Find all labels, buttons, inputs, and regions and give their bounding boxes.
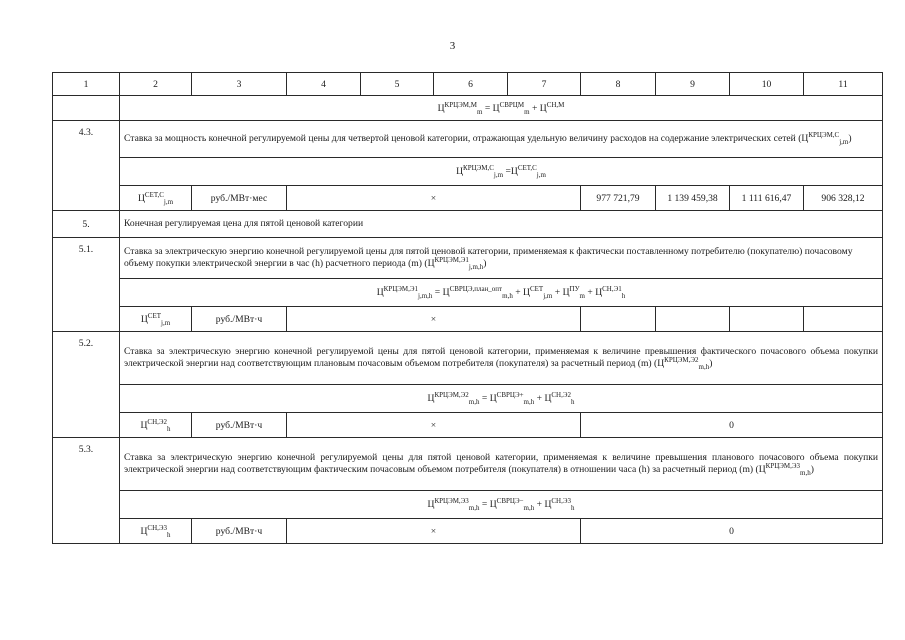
formula: $Ц^{КРЦЭМ,Э1}_{j,m,h} = Ц^{СВРЦЭ,план\_опт}_{m,h} + Ц^{СЕТ}_{j,m} + Ц^{ПУ}_m + Ц^{СН,Э1}_h$ bbox=[120, 279, 883, 307]
col-header: 7 bbox=[508, 73, 581, 96]
formula: $Ц^{КРЦЭМ,М}_m = Ц^{СВРЦМ}_m + Ц^{СН,М}$ bbox=[120, 96, 883, 121]
section-description: Ставка за мощность конечной регулируемой цены для четвертой ценовой категории, отражающая удельную величину расходов на содержание электрических сетей $(Ц^{КРЦЭМ,С}_{j,m})$ bbox=[120, 121, 883, 158]
section-row-5-1 bbox=[53, 238, 883, 279]
value-cell: 0 bbox=[581, 519, 883, 544]
section-number: 4.3. bbox=[53, 121, 120, 211]
number-cell bbox=[53, 96, 120, 121]
col-header: 3 bbox=[192, 73, 287, 96]
section-description: Ставка за электрическую энергию конечной регулируемой цены для пятой ценовой категории, применяемая к величине превышения фактического почасового объема покупки электрической энергии над соответствующим плановым почасовым объемом потребителя (покупателя) за расчетный период (m) $(Ц^{КРЦЭМ,Э2}_{m,h})$ bbox=[120, 332, 883, 385]
col-header: 9 bbox=[656, 73, 730, 96]
formula-row bbox=[53, 279, 883, 307]
col-header: 8 bbox=[581, 73, 656, 96]
value-cell bbox=[581, 307, 656, 332]
section-row-5-2 bbox=[53, 332, 883, 385]
symbol-cell: $Ц^{СН,Э3}_h$ bbox=[120, 519, 192, 544]
section-row-5 bbox=[53, 211, 883, 238]
value-cell: 1 139 459,38 bbox=[656, 186, 730, 211]
col-header: 5 bbox=[361, 73, 434, 96]
value-cell: 977 721,79 bbox=[581, 186, 656, 211]
section-description: Ставка за электрическую энергию конечной регулируемой цены для пятой ценовой категории, применяемая к величине превышения планового почасового объема покупки электрической энергии над соответствующим фактическим почасовым объемом потребителя (покупателя) в отношении часа (h) за расчетный период (m) $(Ц^{КРЦЭМ,Э3}_{m,h})$ bbox=[120, 438, 883, 491]
value-row bbox=[53, 307, 883, 332]
symbol-cell: $Ц^{СЕТ,С}_{j,m}$ bbox=[120, 186, 192, 211]
col-header: 11 bbox=[804, 73, 883, 96]
value-cell: 1 111 616,47 bbox=[730, 186, 804, 211]
value-row bbox=[53, 413, 883, 438]
page-number: 3 bbox=[449, 40, 456, 52]
formula: $Ц^{КРЦЭМ,Э3}_{m,h} = Ц^{СВРЦЭ-}_{m,h} + Ц^{СН,Э3}_h$ bbox=[120, 491, 883, 519]
unit-cell: руб./МВт·мес bbox=[192, 186, 287, 211]
section-number: 5.2. bbox=[53, 332, 120, 438]
unit-cell: руб./МВт·ч bbox=[192, 307, 287, 332]
section-row-5-3 bbox=[53, 438, 883, 491]
not-applicable-cell: × bbox=[287, 519, 581, 544]
formula-row bbox=[53, 158, 883, 186]
col-header: 10 bbox=[730, 73, 804, 96]
value-cell bbox=[730, 307, 804, 332]
formula: $Ц^{КРЦЭМ,С}_{j,m} =Ц^{СЕТ,С}_{j,m}$ bbox=[120, 158, 883, 186]
value-cell bbox=[804, 307, 883, 332]
not-applicable-cell: × bbox=[287, 307, 581, 332]
section-number: 5.1. bbox=[53, 238, 120, 332]
col-header: 1 bbox=[53, 73, 120, 96]
tariff-table bbox=[52, 72, 883, 544]
section-number: 5. bbox=[53, 211, 120, 238]
formula-row bbox=[53, 491, 883, 519]
value-cell: 906 328,12 bbox=[804, 186, 883, 211]
col-header: 2 bbox=[120, 73, 192, 96]
not-applicable-cell: × bbox=[287, 413, 581, 438]
symbol-cell: $Ц^{СН,Э2}_h$ bbox=[120, 413, 192, 438]
formula-row bbox=[53, 385, 883, 413]
formula-row bbox=[53, 96, 883, 121]
value-row bbox=[53, 519, 883, 544]
column-number-row bbox=[53, 73, 883, 96]
section-description: Конечная регулируемая цена для пятой ценовой категории bbox=[120, 211, 883, 238]
col-header: 4 bbox=[287, 73, 361, 96]
section-row-4-3 bbox=[53, 121, 883, 158]
value-cell: 0 bbox=[581, 413, 883, 438]
unit-cell: руб./МВт·ч bbox=[192, 413, 287, 438]
formula: $Ц^{КРЦЭМ,Э2}_{m,h} = Ц^{СВРЦЭ+}_{m,h} + Ц^{СН,Э2}_h$ bbox=[120, 385, 883, 413]
symbol-cell: $Ц^{СЕТ}_{j,m}$ bbox=[120, 307, 192, 332]
section-number: 5.3. bbox=[53, 438, 120, 544]
value-row bbox=[53, 186, 883, 211]
col-header: 6 bbox=[434, 73, 508, 96]
section-description: Ставка за электрическую энергию конечной регулируемой цены для пятой ценовой категории, применяемая к фактически поставленному потребителю (покупателю) почасовому объему покупки электрической энергии в час (h) расчетного периода (m) $(Ц^{КРЦЭМ,Э1}_{j,m,h})$ bbox=[120, 238, 883, 279]
value-cell bbox=[656, 307, 730, 332]
not-applicable-cell: × bbox=[287, 186, 581, 211]
unit-cell: руб./МВт·ч bbox=[192, 519, 287, 544]
